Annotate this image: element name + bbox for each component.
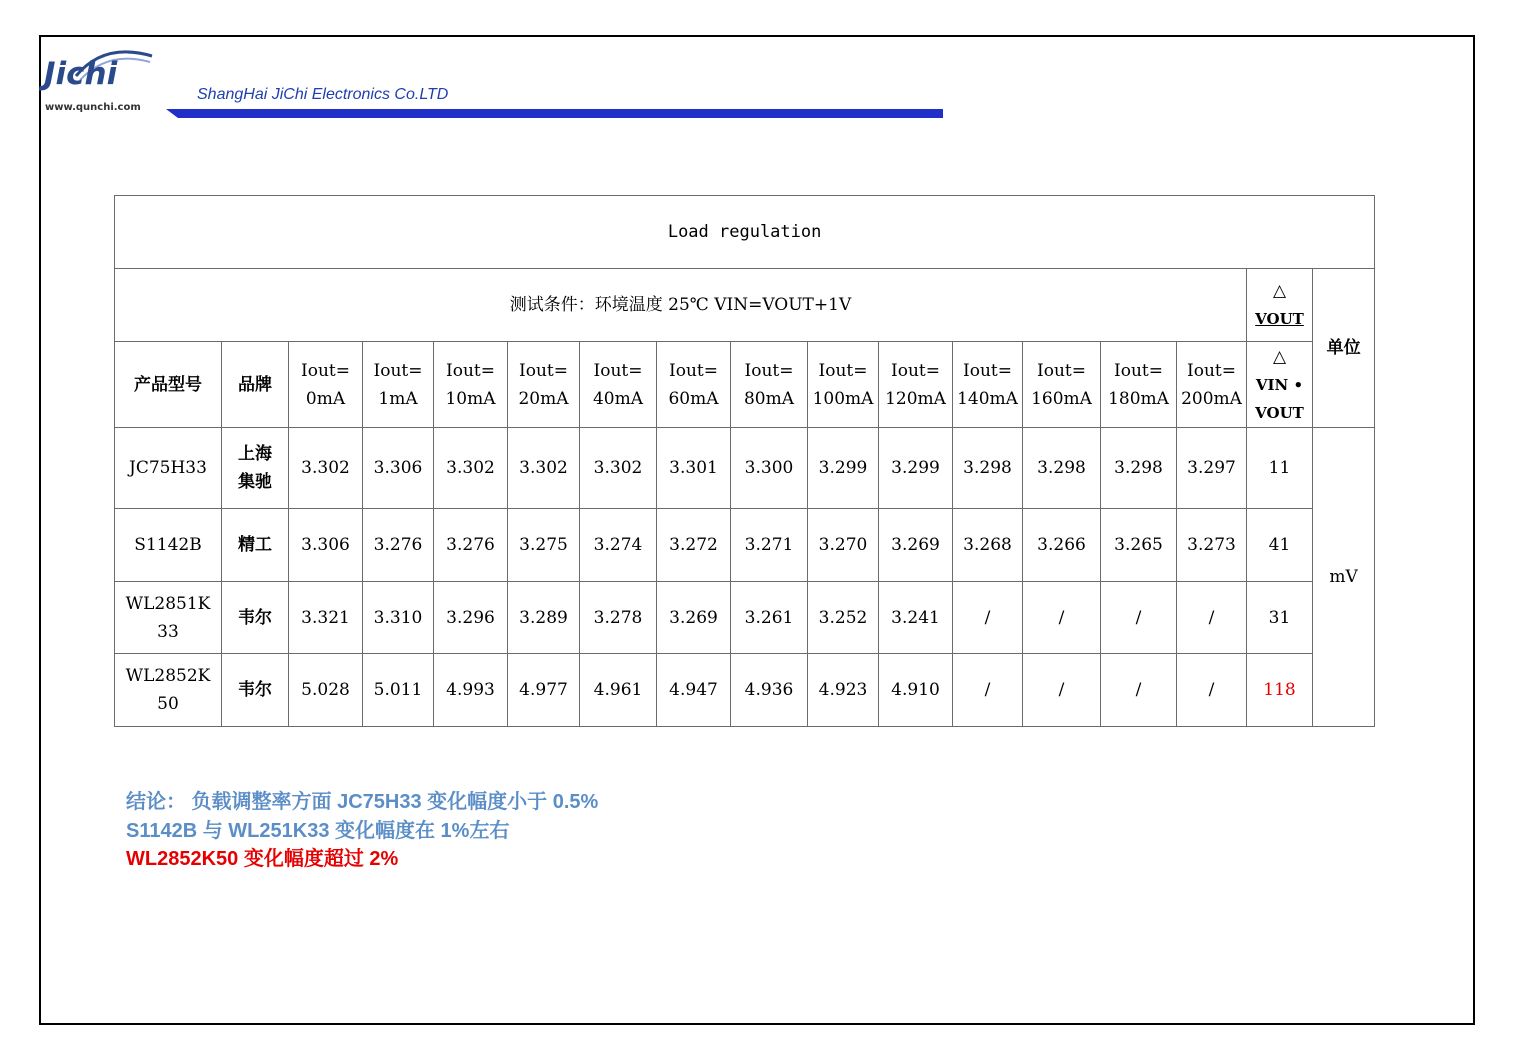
brand-cell: 韦尔 xyxy=(222,582,289,654)
company-name: ShangHai JiChi Electronics Co.LTD xyxy=(197,86,449,103)
logo-wordmark: Jichi xyxy=(44,56,118,92)
load-regulation-table xyxy=(114,195,1375,727)
unit-cell: mV xyxy=(1313,428,1375,727)
value-cell: 3.302 xyxy=(580,428,657,509)
value-cell: 4.977 xyxy=(508,654,580,727)
iout-header: Iout= 40mA xyxy=(580,342,657,428)
value-cell: 3.278 xyxy=(580,582,657,654)
value-cell: 3.299 xyxy=(879,428,953,509)
table-row xyxy=(115,654,1375,727)
value-cell: 3.297 xyxy=(1177,428,1247,509)
delta-vin-vout-header xyxy=(1247,342,1313,428)
value-cell: 5.028 xyxy=(289,654,363,727)
table-row xyxy=(115,509,1375,582)
value-cell: / xyxy=(953,654,1023,727)
delta-cell: 11 xyxy=(1247,428,1313,509)
iout-header: Iout= 20mA xyxy=(508,342,580,428)
value-cell: 3.252 xyxy=(808,582,879,654)
value-cell: 3.301 xyxy=(657,428,731,509)
value-cell: 3.296 xyxy=(434,582,508,654)
value-cell: 3.276 xyxy=(363,509,434,582)
value-cell: 3.306 xyxy=(289,509,363,582)
table-title: Load regulation xyxy=(115,196,1375,269)
value-cell: 3.274 xyxy=(580,509,657,582)
value-cell: / xyxy=(1023,582,1101,654)
value-cell: 3.273 xyxy=(1177,509,1247,582)
value-cell: 3.268 xyxy=(953,509,1023,582)
value-cell: 4.961 xyxy=(580,654,657,727)
value-cell: 3.302 xyxy=(289,428,363,509)
model-cell: WL2852K50 xyxy=(115,654,222,727)
value-cell: 3.275 xyxy=(508,509,580,582)
value-cell: 3.241 xyxy=(879,582,953,654)
delta-vout-label: VOUT xyxy=(1255,310,1304,328)
test-condition: 测试条件：环境温度 25℃ VIN=VOUT+1V xyxy=(115,269,1247,342)
table-row xyxy=(115,582,1375,654)
brand-cell: 上海 集驰 xyxy=(222,428,289,509)
value-cell: 3.270 xyxy=(808,509,879,582)
value-cell: 3.299 xyxy=(808,428,879,509)
brand-header: 品牌 xyxy=(222,342,289,428)
iout-header: Iout= 140mA xyxy=(953,342,1023,428)
value-cell: 3.265 xyxy=(1101,509,1177,582)
iout-header: Iout= 80mA xyxy=(731,342,808,428)
value-cell: 4.936 xyxy=(731,654,808,727)
iout-header: Iout= 160mA xyxy=(1023,342,1101,428)
brand-cell: 精工 xyxy=(222,509,289,582)
value-cell: 3.302 xyxy=(508,428,580,509)
value-cell: 3.298 xyxy=(1101,428,1177,509)
value-cell: / xyxy=(953,582,1023,654)
value-cell: 3.321 xyxy=(289,582,363,654)
iout-header: Iout= 0mA xyxy=(289,342,363,428)
logo-url: www.qunchi.com xyxy=(45,102,141,113)
value-cell: 3.302 xyxy=(434,428,508,509)
conclusion-line-1: 结论： 负载调整率方面 JC75H33 变化幅度小于 0.5% xyxy=(126,791,599,813)
model-cell: JC75H33 xyxy=(115,428,222,509)
model-header: 产品型号 xyxy=(115,342,222,428)
delta-symbol: △ xyxy=(1272,281,1287,301)
value-cell: 3.289 xyxy=(508,582,580,654)
value-cell: 3.261 xyxy=(731,582,808,654)
value-cell: 3.298 xyxy=(1023,428,1101,509)
value-cell: 3.300 xyxy=(731,428,808,509)
iout-header: Iout= 1mA xyxy=(363,342,434,428)
value-cell: 3.272 xyxy=(657,509,731,582)
unit-header: 单位 xyxy=(1313,269,1375,428)
value-cell: 4.947 xyxy=(657,654,731,727)
value-cell: 4.993 xyxy=(434,654,508,727)
iout-header: Iout= 10mA xyxy=(434,342,508,428)
model-cell: S1142B xyxy=(115,509,222,582)
value-cell: 3.310 xyxy=(363,582,434,654)
conclusion-line-2: S1142B 与 WL251K33 变化幅度在 1%左右 xyxy=(126,820,510,842)
conclusion-line-3: WL2852K50 变化幅度超过 2% xyxy=(126,848,399,870)
iout-header: Iout= 180mA xyxy=(1101,342,1177,428)
header-bar xyxy=(166,109,943,118)
delta-cell: 41 xyxy=(1247,509,1313,582)
value-cell: 3.269 xyxy=(879,509,953,582)
value-cell: / xyxy=(1023,654,1101,727)
value-cell: 4.910 xyxy=(879,654,953,727)
iout-header: Iout= 60mA xyxy=(657,342,731,428)
value-cell: 3.269 xyxy=(657,582,731,654)
value-cell: / xyxy=(1177,654,1247,727)
delta-vin-vout-label: VIN • VOUT xyxy=(1255,375,1304,422)
value-cell: 4.923 xyxy=(808,654,879,727)
value-cell: 3.276 xyxy=(434,509,508,582)
iout-header: Iout= 200mA xyxy=(1177,342,1247,428)
table-row xyxy=(115,428,1375,509)
iout-header: Iout= 120mA xyxy=(879,342,953,428)
value-cell: 3.298 xyxy=(953,428,1023,509)
model-cell: WL2851K33 xyxy=(115,582,222,654)
value-cell: 5.011 xyxy=(363,654,434,727)
iout-header: Iout= 100mA xyxy=(808,342,879,428)
delta-cell-highlight: 118 xyxy=(1247,654,1313,727)
value-cell: 3.271 xyxy=(731,509,808,582)
delta-symbol: △ xyxy=(1272,346,1287,367)
value-cell: / xyxy=(1101,582,1177,654)
value-cell: / xyxy=(1101,654,1177,727)
value-cell: / xyxy=(1177,582,1247,654)
company-logo xyxy=(44,44,154,116)
value-cell: 3.266 xyxy=(1023,509,1101,582)
value-cell: 3.306 xyxy=(363,428,434,509)
brand-cell: 韦尔 xyxy=(222,654,289,727)
delta-vout-header xyxy=(1247,269,1313,342)
delta-cell: 31 xyxy=(1247,582,1313,654)
